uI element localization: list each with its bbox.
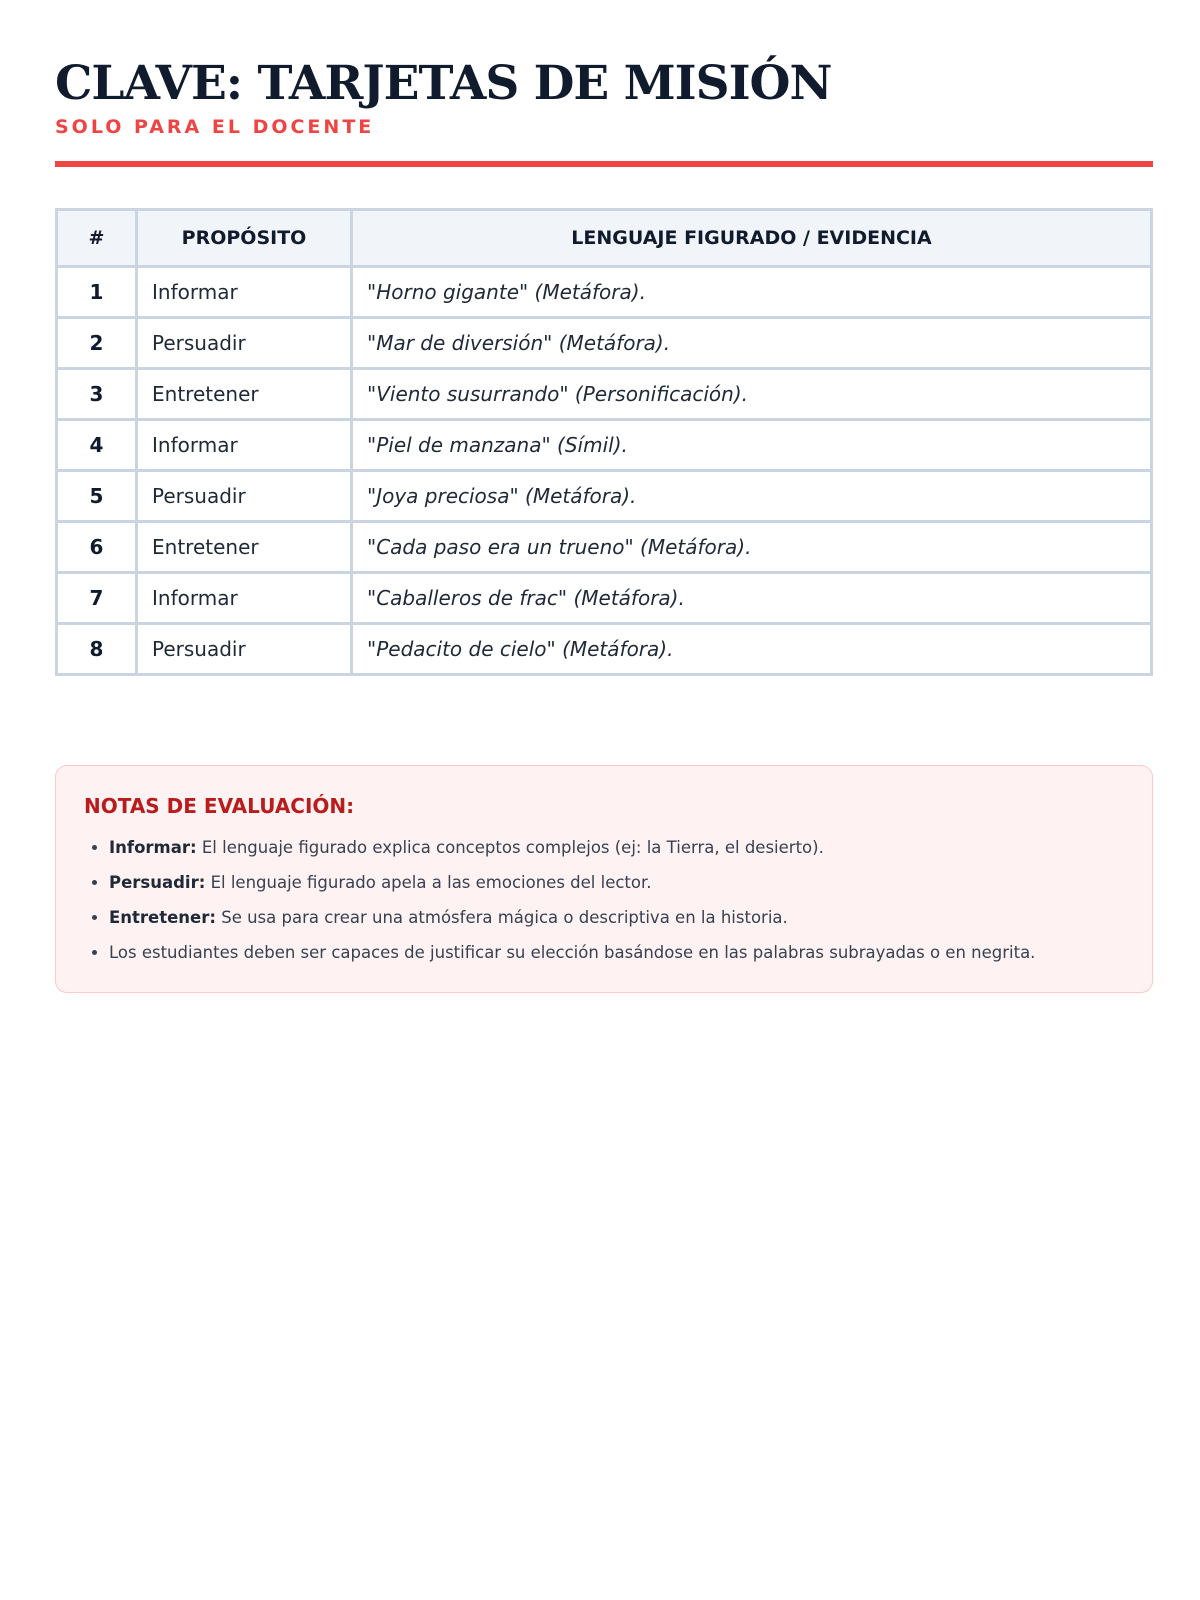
row-number: 6 [57,522,137,573]
column-header-number: # [57,210,137,267]
table-row [57,318,1152,369]
row-evidence: "Piel de manzana" (Símil). [352,420,1152,471]
row-purpose: Persuadir [137,318,352,369]
note-label: Entretener: [109,908,216,927]
note-text: El lenguaje figurado apela a las emociones del lector. [205,873,652,892]
note-text: El lenguaje figurado explica conceptos complejos (ej: la Tierra, el desierto). [196,838,824,857]
row-number: 7 [57,573,137,624]
table-row [57,522,1152,573]
row-number: 5 [57,471,137,522]
list-item [109,900,1124,935]
row-evidence: "Horno gigante" (Metáfora). [352,267,1152,318]
row-evidence: "Viento susurrando" (Personificación). [352,369,1152,420]
table-row [57,624,1152,675]
row-number: 8 [57,624,137,675]
table-row [57,369,1152,420]
table-row [57,420,1152,471]
row-number: 3 [57,369,137,420]
answer-key-table [55,208,1153,676]
list-item [109,865,1124,900]
list-item [109,935,1124,970]
list-item [109,830,1124,865]
row-purpose: Entretener [137,369,352,420]
evaluation-notes-title: NOTAS DE EVALUACIÓN: [84,794,355,818]
page-title: CLAVE: TARJETAS DE MISIÓN [55,56,832,111]
row-purpose: Entretener [137,522,352,573]
row-purpose: Persuadir [137,471,352,522]
row-number: 2 [57,318,137,369]
table-row [57,471,1152,522]
row-evidence: "Mar de diversión" (Metáfora). [352,318,1152,369]
header-divider [55,161,1153,167]
page-subtitle: SOLO PARA EL DOCENTE [55,116,375,138]
column-header-evidence: LENGUAJE FIGURADO / EVIDENCIA [352,210,1152,267]
row-evidence: "Joya preciosa" (Metáfora). [352,471,1152,522]
row-number: 4 [57,420,137,471]
note-label: Persuadir: [109,873,206,892]
table-row [57,267,1152,318]
evaluation-notes-list [84,830,1124,970]
note-text: Se usa para crear una atmósfera mágica o descriptiva en la historia. [215,908,788,927]
row-purpose: Informar [137,420,352,471]
note-text: Los estudiantes deben ser capaces de justificar su elección basándose en las palabras subrayadas o en negrita. [109,943,1036,962]
row-evidence: "Cada paso era un trueno" (Metáfora). [352,522,1152,573]
note-label: Informar: [109,838,197,857]
evaluation-notes-box [55,765,1153,993]
row-evidence: "Caballeros de frac" (Metáfora). [352,573,1152,624]
row-purpose: Informar [137,267,352,318]
row-purpose: Persuadir [137,624,352,675]
row-evidence: "Pedacito de cielo" (Metáfora). [352,624,1152,675]
row-number: 1 [57,267,137,318]
row-purpose: Informar [137,573,352,624]
column-header-purpose: PROPÓSITO [137,210,352,267]
table-row [57,573,1152,624]
table-header-row [57,210,1152,267]
